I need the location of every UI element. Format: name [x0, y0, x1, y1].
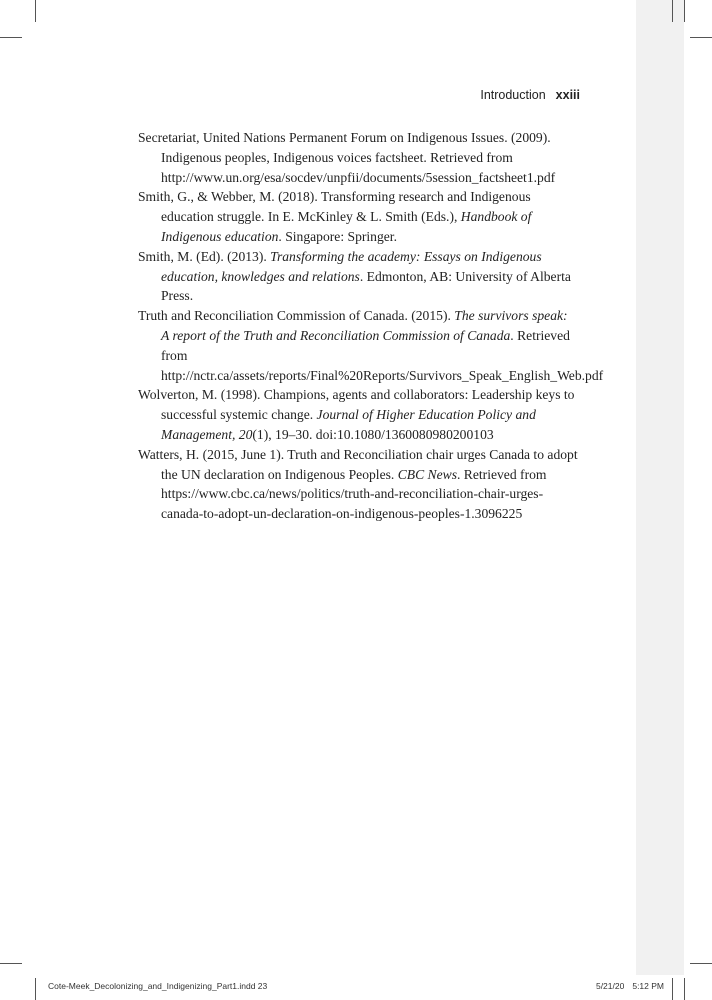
reference-text: Smith, M. (Ed). (2013). — [138, 248, 271, 264]
running-head-section: Introduction — [480, 88, 546, 102]
reference-text: . Retrieved from https://www.cbc.ca/news/politics/truth-and-reconciliation-chair-urges-canada-to-adopt-un-declaration-on-indigenous-peoples-1.3096225 — [161, 466, 547, 522]
reference-text: . Singapore: Springer. — [278, 228, 397, 244]
reference-title: Handbook of Indigenous education — [161, 209, 532, 244]
reference-text: Watters, H. (2015, June 1). Truth and Reconciliation chair urges Canada to adopt the UN declaration on Indigenous Peoples. — [138, 446, 578, 482]
crop-mark-top-left-vertical — [35, 0, 36, 22]
reference-text: Smith, G., & Webber, M. (2018). Transforming research and Indigenous education struggle. In E. McKinley & L. Smith (Eds.), — [138, 189, 531, 225]
reference-text: Truth and Reconciliation Commission of Canada. (2015). — [138, 308, 455, 324]
crop-mark-bottom-right-vertical-1 — [672, 978, 673, 1000]
reference-title: Journal of Higher Education Policy and Management, 20 — [161, 407, 536, 442]
page-number: xxiii — [555, 88, 580, 102]
reference-text: . Edmonton, AB: University of Alberta Press. — [161, 268, 571, 304]
crop-mark-bottom-left-vertical — [35, 978, 36, 1000]
reference-title: The survivors speak: A report of the Truth and Reconciliation Commission of Canada — [161, 308, 568, 343]
reference-entry — [138, 128, 578, 187]
reference-entry — [138, 306, 604, 385]
reference-entry — [138, 187, 578, 246]
crop-mark-top-right-vertical-2 — [684, 0, 685, 22]
slug-filename: Cote-Meek_Decolonizing_and_Indigenizing_Part1.indd 23 — [48, 981, 268, 991]
running-head — [480, 88, 580, 102]
reference-entry — [138, 247, 578, 306]
crop-mark-bottom-left-horizontal — [0, 963, 22, 964]
crop-mark-bottom-right-horizontal — [690, 963, 712, 964]
bleed-strip — [636, 0, 684, 975]
reference-text: . Retrieved from http://nctr.ca/assets/reports/Final%20Reports/Survivors_Speak_English_Web.pdf — [161, 327, 604, 383]
reference-list — [138, 128, 604, 524]
crop-mark-top-right-vertical-1 — [672, 0, 673, 22]
slug-date: 5/21/20 — [595, 981, 625, 991]
slug-time: 5:12 PM — [632, 981, 664, 991]
reference-entry — [138, 385, 578, 444]
reference-text: (1), 19–30. doi:10.1080/1360080980200103 — [252, 426, 494, 442]
reference-text: Wolverton, M. (1998). Champions, agents and collaborators: Leadership keys to successful systemic change. — [138, 387, 575, 423]
reference-title: Transforming the academy: Essays on Indigenous education, knowledges and relations — [161, 248, 542, 284]
slug-timestamp — [596, 981, 664, 991]
reference-entry — [138, 445, 578, 524]
reference-title: CBC News — [397, 466, 457, 482]
crop-mark-top-left-horizontal — [0, 37, 22, 38]
reference-text: Secretariat, United Nations Permanent Forum on Indigenous Issues. (2009). Indigenous peoples, Indigenous voices factsheet. Retrieved from http://www.un.org/esa/socdev/unpfii/documents/5session_factsheet1.pdf — [138, 130, 556, 185]
crop-mark-bottom-right-vertical-2 — [684, 978, 685, 1000]
crop-mark-top-right-horizontal — [690, 37, 712, 38]
